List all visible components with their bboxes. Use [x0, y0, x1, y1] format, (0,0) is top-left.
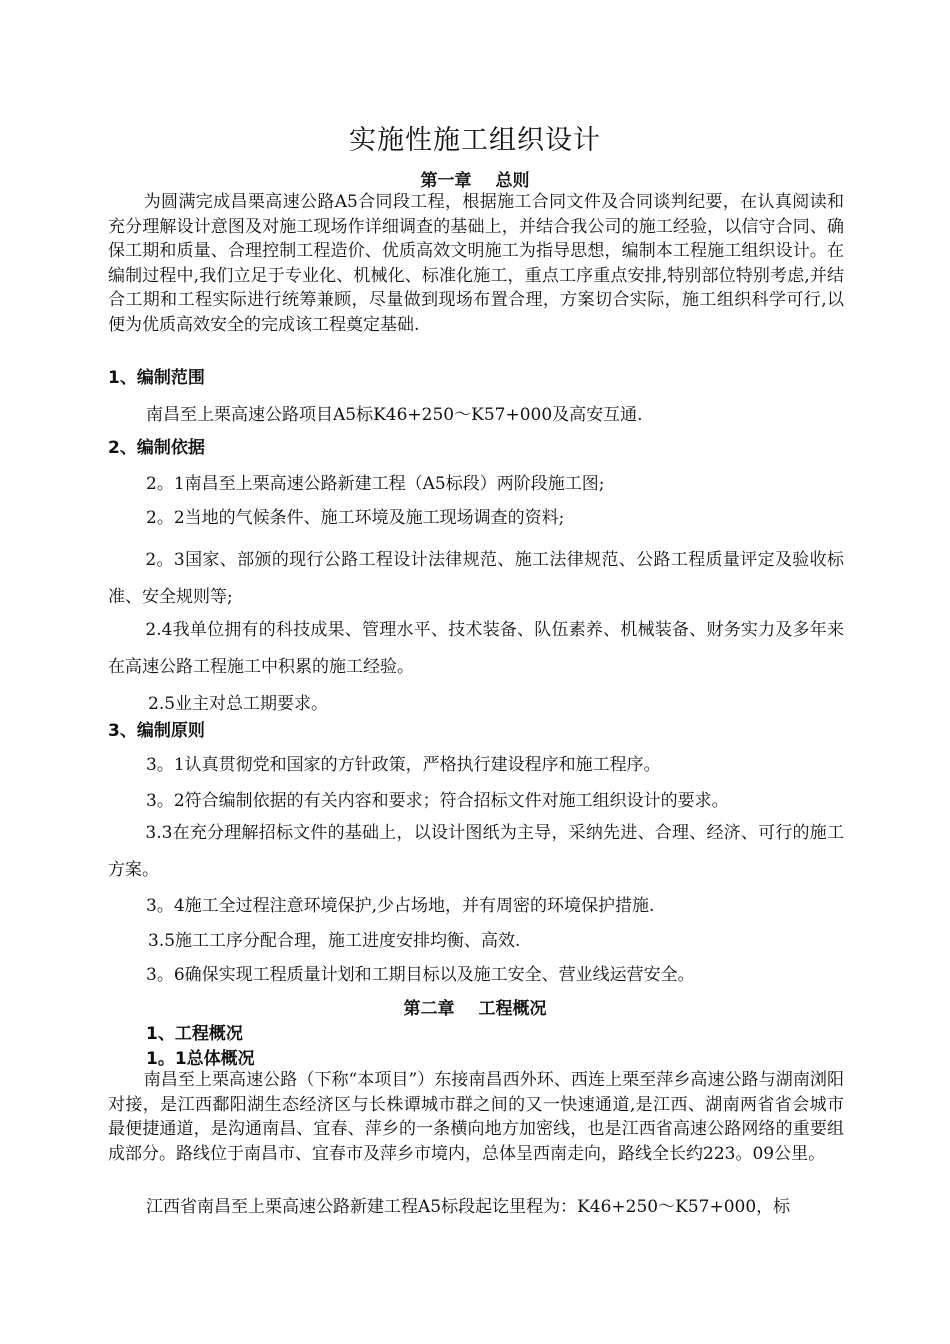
section-1-heading: 1、编制范围 — [108, 368, 205, 388]
basis-item: 2。2当地的气候条件、施工环境及施工现场调查的资料; — [146, 508, 565, 528]
principle-item: 3。6确保实现工程质量计划和工期目标以及施工安全、营业线运营安全。 — [146, 965, 695, 985]
subsection-1-heading: 1、工程概况 — [146, 1024, 243, 1044]
subsection-1-1-heading: 1。1总体概况 — [146, 1049, 255, 1069]
basis-item: 2.5业主对总工期要求。 — [148, 694, 329, 714]
chapter-1-heading: 第一章 总则 — [420, 171, 530, 191]
chapter-2-heading: 第二章 工程概况 — [403, 999, 547, 1019]
document-title: 实施性施工组织设计 — [349, 125, 601, 156]
principle-item: 3.5施工工序分配合理，施工进度安排均衡、高效. — [148, 931, 521, 951]
section-2-heading: 2、编制依据 — [108, 438, 205, 458]
basis-item: 2。3国家、部颁的现行公路工程设计法律规范、施工法律规范、公路工程质量评定及验收标准、安全规则等; — [108, 550, 844, 607]
section-1-text: 南昌至上栗高速公路项目A5标K46+250～K57+000及高安互通. — [146, 405, 643, 425]
principle-item: 3。4施工全过程注意环境保护,少占场地，并有周密的环境保护措施. — [146, 896, 655, 916]
section-3-heading: 3、编制原则 — [108, 721, 205, 741]
basis-item: 2.4我单位拥有的科技成果、管理水平、技术装备、队伍素养、机械装备、财务实力及多年来在高速公路工程施工中积累的施工经验。 — [108, 620, 844, 677]
principle-item: 3.3在充分理解招标文件的基础上，以设计图纸为主导，采纳先进、合理、经济、可行的施工方案。 — [108, 823, 844, 880]
principle-item: 3。1认真贯彻党和国家的方针政策，严格执行建设程序和施工程序。 — [146, 755, 661, 775]
section-range-paragraph: 江西省南昌至上栗高速公路新建工程A5标段起讫里程为：K46+250～K57+000，标 — [146, 1197, 791, 1217]
basis-item: 2。1南昌至上栗高速公路新建工程（A5标段）两阶段施工图; — [146, 474, 605, 494]
project-overview-paragraph: 南昌至上栗高速公路（下称“本项目”）东接南昌西外环、西连上栗至萍乡高速公路与湖南浏阳对接，是江西鄱阳湖生态经济区与长株谭城市群之间的又一快速通道,是江西、湖南两省省会城市最便捷通道，是沟通南昌、宜春、萍乡的一条横向地方加密线，也是江西省高速公路网络的重要组成部分。路线位于南昌市、宜春市及萍乡市境内，总体呈西南走向，路线全长约223。09公里。 — [108, 1070, 844, 1164]
principle-item: 3。2符合编制依据的有关内容和要求；符合招标文件对施工组织设计的要求。 — [146, 791, 729, 811]
chapter-1-intro: 为圆满完成昌栗高速公路A5合同段工程，根据施工合同文件及合同谈判纪要，在认真阅读和充分理解设计意图及对施工现场作详细调查的基础上，并结合我公司的施工经验，以信守合同、确保工期和质量、合理控制工程造价、优质高效文明施工为指导思想，编制本工程施工组织设计。在编制过程中,我们立足于专业化、机械化、标准化施工，重点工序重点安排,特别部位特别考虑,并结合工期和工程实际进行统筹兼顾，尽量做到现场布置合理，方案切合实际，施工组织科学可行,以便为优质高效安全的完成该工程奠定基础. — [108, 192, 844, 335]
